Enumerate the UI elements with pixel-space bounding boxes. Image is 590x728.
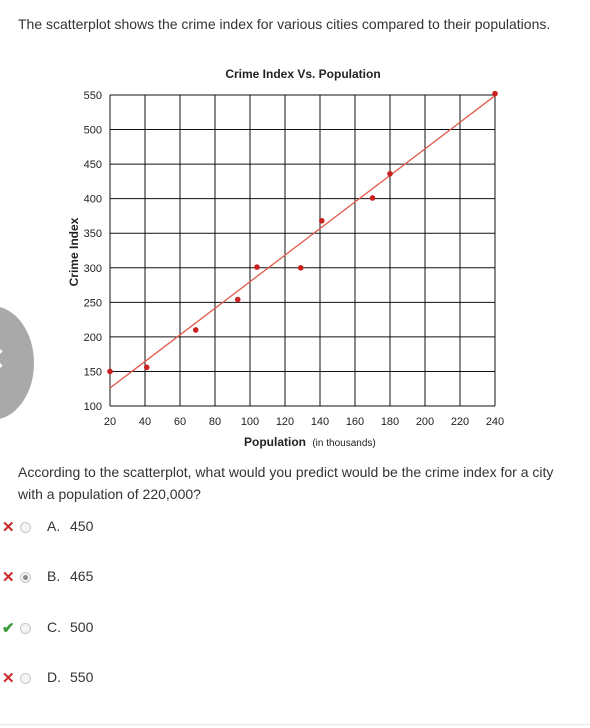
y-axis-label: Crime Index — [67, 217, 81, 287]
y-tick-label: 200 — [83, 331, 102, 344]
choice-value: 550 — [70, 669, 94, 685]
x-tick-label: 240 — [485, 416, 505, 428]
data-point — [370, 195, 376, 201]
answer-choice[interactable] — [0, 618, 300, 642]
cross-icon: ✕ — [2, 519, 15, 536]
cross-icon: ✕ — [2, 569, 15, 586]
radio-button[interactable] — [20, 572, 31, 583]
chart-grid — [110, 95, 495, 406]
choice-letter: B. — [47, 568, 61, 584]
y-tick-label: 250 — [83, 297, 102, 310]
x-axis-label: Population — [244, 435, 306, 449]
chart-ticks — [84, 90, 505, 428]
trend-line — [110, 96, 495, 388]
radio-button[interactable] — [20, 522, 31, 533]
answer-choice[interactable] — [0, 517, 300, 541]
data-point — [144, 364, 150, 370]
y-tick-label: 100 — [83, 401, 102, 413]
x-tick-label: 200 — [415, 416, 435, 428]
choice-letter: D. — [47, 669, 61, 685]
y-tick-label: 300 — [83, 262, 102, 275]
x-tick-label: 100 — [240, 416, 260, 428]
data-points — [107, 91, 498, 374]
data-point — [235, 297, 241, 303]
x-tick-label: 140 — [310, 416, 330, 428]
question-text: According to the scatterplot, what would you predict would be the crime index for a city with a population of 220,000? — [18, 464, 554, 502]
data-point — [492, 91, 498, 97]
answer-choice[interactable] — [0, 668, 300, 692]
chart-title: Crime Index Vs. Population — [225, 67, 381, 81]
data-point — [254, 264, 260, 270]
data-point — [319, 218, 325, 224]
data-point — [298, 265, 304, 271]
choice-value: 500 — [70, 619, 94, 635]
x-tick-label: 80 — [208, 416, 222, 428]
x-tick-label: 60 — [173, 416, 187, 428]
x-tick-label: 160 — [345, 416, 365, 428]
data-point — [193, 327, 199, 333]
x-axis-label-group — [244, 435, 376, 449]
answer-choice[interactable] — [0, 567, 300, 591]
x-tick-label: 180 — [380, 416, 400, 428]
choice-value: 465 — [70, 568, 94, 584]
x-tick-label: 120 — [275, 416, 295, 428]
question-prompt: The scatterplot shows the crime index for various cities compared to their populations. — [18, 16, 551, 32]
divider — [0, 724, 590, 725]
data-point — [387, 171, 393, 177]
radio-button[interactable] — [20, 673, 31, 684]
choice-letter: A. — [47, 518, 61, 534]
radio-button[interactable] — [20, 623, 31, 634]
check-icon: ✔ — [2, 620, 15, 637]
y-tick-label: 150 — [83, 366, 102, 379]
x-axis-label-suffix: (in thousands) — [312, 438, 376, 449]
y-tick-label: 500 — [83, 124, 102, 137]
data-point — [107, 369, 113, 375]
y-tick-label: 450 — [83, 159, 102, 172]
x-tick-label: 40 — [138, 416, 152, 428]
trend-line-group — [110, 96, 495, 388]
cross-icon: ✕ — [2, 670, 15, 687]
choice-value: 450 — [70, 518, 94, 534]
x-tick-label: 220 — [450, 416, 470, 428]
x-tick-label: 20 — [103, 416, 117, 428]
y-tick-label: 350 — [83, 228, 102, 241]
choice-letter: C. — [47, 619, 61, 635]
y-tick-label: 550 — [83, 90, 102, 102]
y-tick-label: 400 — [83, 193, 102, 206]
